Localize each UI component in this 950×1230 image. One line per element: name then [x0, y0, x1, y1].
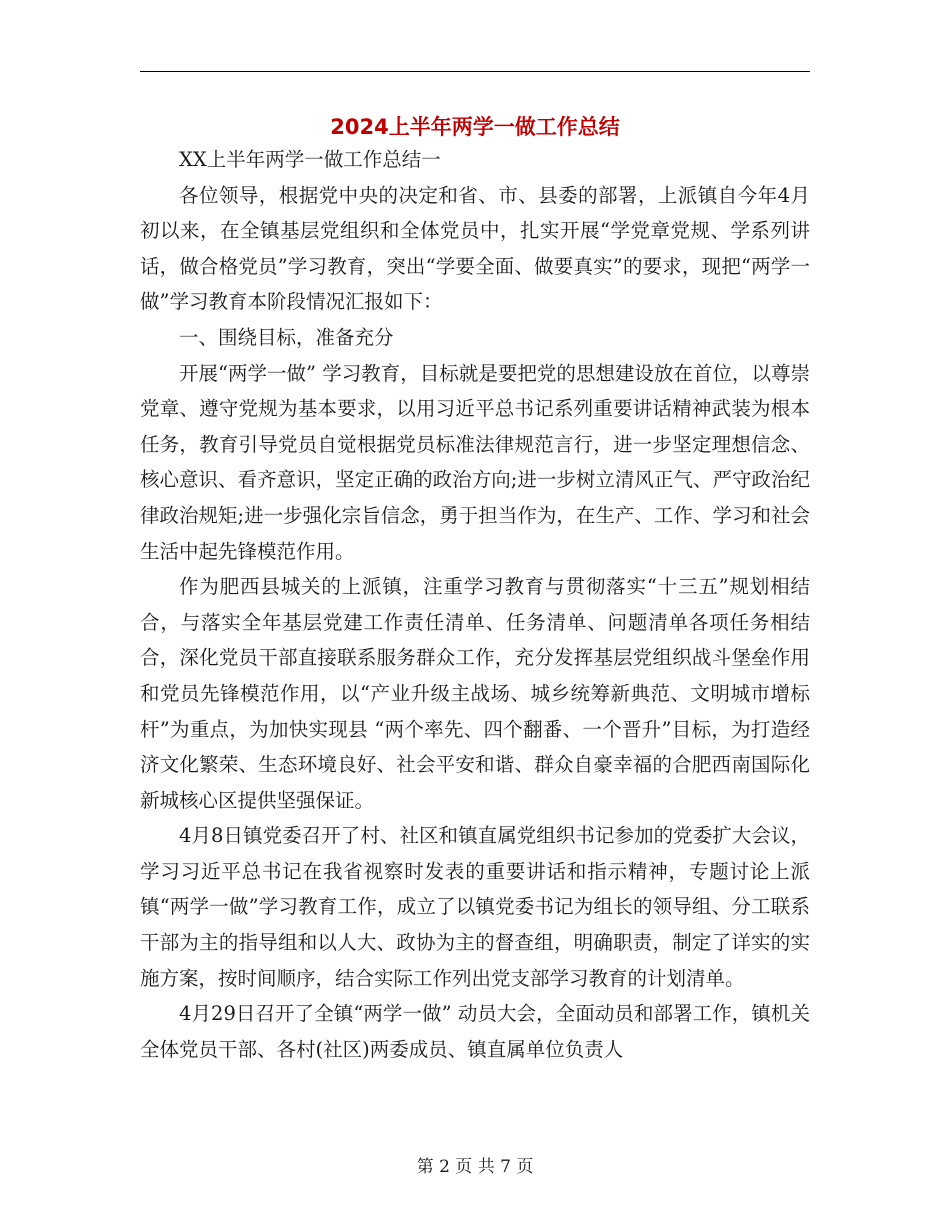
page-number: 第 2 页 共 7 页 [416, 1157, 534, 1177]
subtitle-paragraph: XX上半年两学一做工作总结一 [179, 148, 441, 171]
body-paragraph: 作为肥西县城关的上派镇，注重学习教育与贯彻落实“十三五”规划相结合，与落实全年基层党建工作责任清单、任务清单、问题清单各项任务相结合，深化党员干部直接联系服务群众工作，充分发挥基层党组织战斗堡垒作用和党员先锋模范作用，以“产业升级主战场、城乡统筹新典范、文明城市增标杆”为重点，为加快实现县 “两个率先、四个翻番、一个晋升”目标，为打造经济文化繁荣、生态环境良好、社会平安和谐、群众自豪幸福的合肥西南国际化新城核心区提供坚强保证。 [140, 575, 810, 812]
document-title: 2024上半年两学一做工作总结 [330, 115, 620, 139]
body-paragraph: 4月8日镇党委召开了村、社区和镇直属党组织书记参加的党委扩大会议，学习习近平总书记在我省视察时发表的重要讲话和指示精神，专题讨论上派镇“两学一做”学习教育工作，成立了以镇党委书记为组长的领导组、分工联系干部为主的指导组和以人大、政协为主的督查组，明确职责，制定了详实的实施方案，按时间顺序，结合实际工作列出党支部学习教育的计划清单。 [140, 824, 810, 990]
section-heading: 一、围绕目标，准备充分 [179, 325, 394, 349]
document-body [140, 142, 810, 1067]
body-paragraph: 各位领导，根据党中央的决定和省、市、县委的部署，上派镇自今年4月初以来，在全镇基层党组织和全体党员中，扎实开展“学党章党规、学系列讲话，做合格党员”学习教育，突出“学要全面、做要真实”的要求，现把“两学一做”学习教育本阶段情况汇报如下： [140, 183, 810, 314]
body-paragraph: 4月29日召开了全镇“两学一做” 动员大会，全面动员和部署工作，镇机关全体党员干部、各村(社区)两委成员、镇直属单位负责人 [140, 1002, 810, 1061]
body-paragraph: 开展“两学一做” 学习教育，目标就是要把党的思想建设放在首位，以尊崇党章、遵守党规为基本要求，以用习近平总书记系列重要讲话精神武装为根本任务，教育引导党员自觉根据党员标准法律规范言行，进一步坚定理想信念、核心意识、看齐意识，坚定正确的政治方向;进一步树立清风正气、严守政治纪律政治规矩;进一步强化宗旨信念，勇于担当作为，在生产、工作、学习和社会生活中起先锋模范作用。 [140, 361, 810, 563]
header-rule [140, 71, 810, 72]
